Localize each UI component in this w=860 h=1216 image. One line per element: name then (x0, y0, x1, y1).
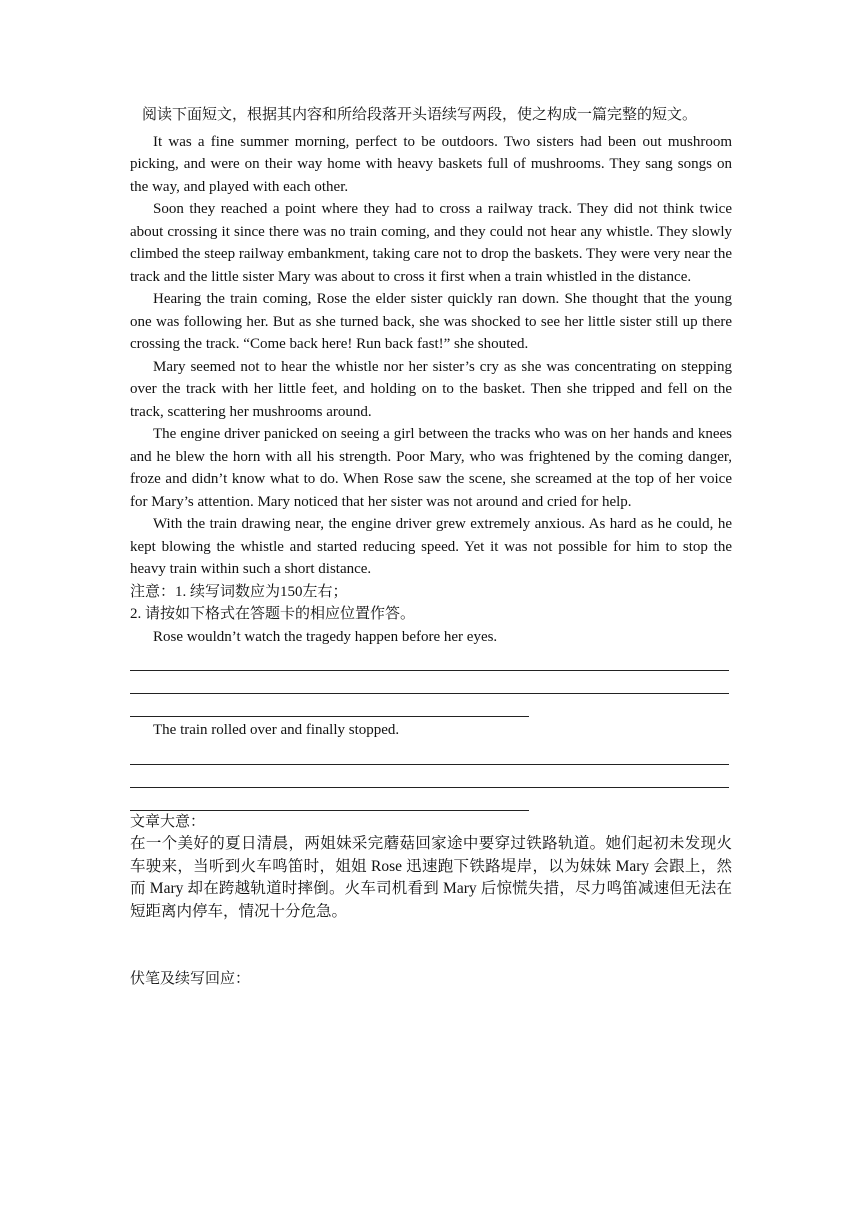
answer-line (130, 671, 729, 694)
summary-text: 在一个美好的夏日清晨，两姐妹采完蘑菇回家途中要穿过铁路轨道。她们起初未发现火车驶来，当听到火车鸣笛时，姐姐 Rose 迅速跑下铁路堤岸，以为妹妹 Mary 会跟上，然而 Mary 却在跨越轨道时摔倒。火车司机看到 Mary 后惊慌失措，尽力鸣笛减速但无法在短距离内停车，情况十分危急。 (130, 835, 732, 920)
story-paragraph-3: Hearing the train coming, Rose the elder sister quickly ran down. She thought that the young one was following her. But as she turned back, she was shocked to see her little sister still up there crossing the track. “Come back here! Run back fast!” she shouted. (130, 291, 732, 352)
story-paragraph-2: Soon they reached a point where they had to cross a railway track. They did not think twice about crossing it since there was no train coming, and they could not hear any whistle. They slowly climbed the steep railway embankment, taking care not to drop the baskets. They were very near the track and the little sister Mary was about to cross it first when a train whistled in the distance. (130, 201, 732, 285)
answer-line (130, 765, 729, 788)
story-paragraph-4: Mary seemed not to hear the whistle nor her sister’s cry as she was concentrating on stepping over the track with her little feet, and holding on to the basket. Then she tripped and fell on the track, scattering her mushrooms around. (130, 358, 732, 420)
answer-line (130, 694, 529, 717)
story-paragraph-5: The engine driver panicked on seeing a girl between the tracks who was on her hands and knees and he blew the horn with all his strength. Poor Mary, who was frightened by the coming danger, froze and didn’t know what to do. When Rose saw the scene, she screamed at the top of her voice for Mary’s attention. Mary noticed that her sister was not around and cried for help. (130, 426, 732, 510)
note-format: 2. 请按如下格式在答题卡的相应位置作答。 (130, 606, 416, 622)
spacer (130, 923, 732, 968)
continuation-opener-1: Rose wouldn’t watch the tragedy happen before her eyes. (153, 628, 498, 645)
answer-line (130, 648, 729, 671)
story-paragraph-6: With the train drawing near, the engine driver grew extremely anxious. As hard as he could, he kept blowing the whistle and started reducing speed. Yet it was not possible for him to stop the heavy train within such a short distance. (130, 516, 732, 577)
task-instruction: 阅读下面短文，根据其内容和所给段落开头语续写两段，使之构成一篇完整的短文。 (142, 107, 698, 123)
answer-line (130, 788, 529, 811)
continuation-opener-2: The train rolled over and finally stopped. (153, 722, 400, 738)
summary-heading: 文章大意： (130, 813, 206, 830)
document-page (130, 104, 732, 991)
note-word-count: 注意：1. 续写词数应为150左右； (130, 583, 348, 600)
foreshadow-heading: 伏笔及续写回应： (130, 971, 251, 987)
story-paragraph-1: It was a fine summer morning, perfect to be outdoors. Two sisters had been out mushroom picking, and were on their way home with heavy baskets full of mushrooms. They sang songs on the way, and played with each other. (130, 133, 732, 195)
answer-line (130, 742, 729, 765)
